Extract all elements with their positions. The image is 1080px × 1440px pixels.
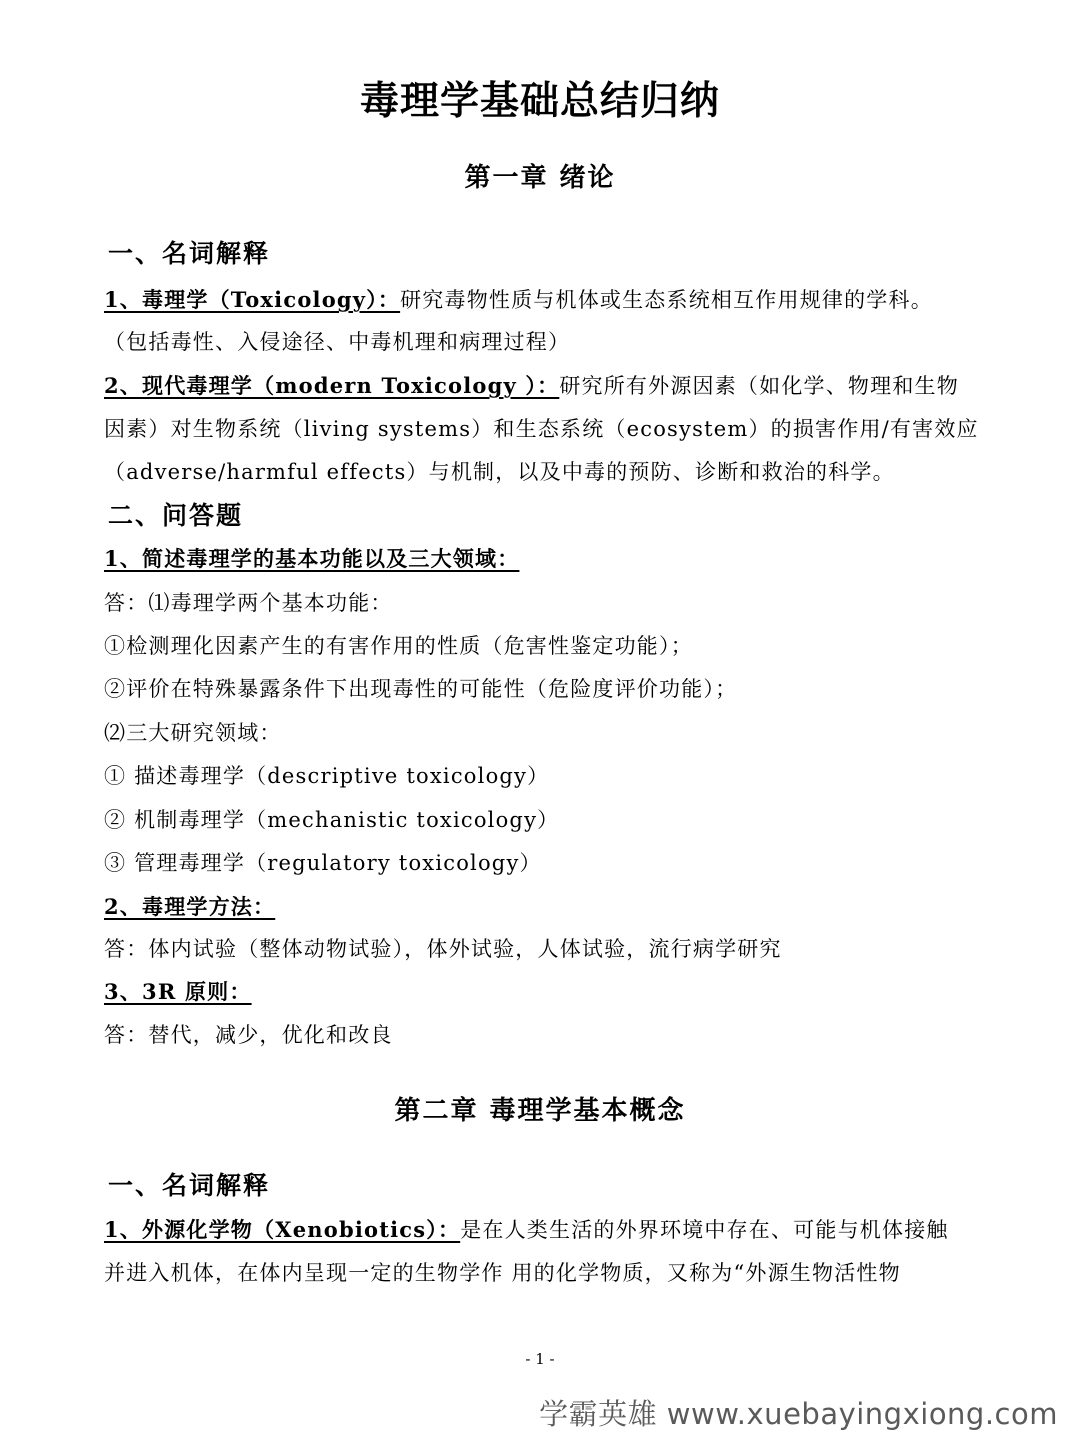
answer-line: ⑵三大研究领域： [104,721,282,745]
term-text: 研究所有外源因素（如化学、物理和生物 [559,374,959,398]
term-label: 1、外源化学物（Xenobiotics）： [104,1217,461,1242]
ch1-section-terms: 一、名词解释 [108,239,271,268]
ch1-term-1-cont: （包括毒性、入侵途径、中毒机理和病理过程） [104,330,571,354]
ch1-question-2: 2、毒理学方法： [104,894,276,919]
ch1-term-1 [104,284,933,314]
term-label: 1、毒理学（Toxicology）： [104,287,401,312]
answer-line: ①检测理化因素产生的有害作用的性质（危害性鉴定功能）； [104,634,693,658]
ch1-term-2-cont-1: 因素）对生物系统（living systems）和生态系统（ecosystem）的损害作用/有害效应 [104,417,979,441]
ch2-term-1 [104,1214,949,1244]
page-number: - 1 - [525,1350,555,1368]
chapter-2-heading: 第二章 毒理学基本概念 [394,1096,686,1126]
answer-line: ②评价在特殊暴露条件下出现毒性的可能性（危险度评价功能）； [104,677,738,701]
document-title: 毒理学基础总结归纳 [359,79,720,124]
ch2-section-terms: 一、名词解释 [108,1171,271,1200]
ch1-question-1: 1、简述毒理学的基本功能以及三大领域： [104,546,520,571]
answer-line: 答：体内试验（整体动物试验），体外试验，人体试验，流行病学研究 [104,937,782,961]
answer-line: 答：替代，减少，优化和改良 [104,1023,393,1047]
answer-line: 答：⑴毒理学两个基本功能： [104,591,393,615]
answer-line: ② 机制毒理学（mechanistic toxicology） [104,808,560,832]
term-text: 是在人类生活的外界环境中存在、可能与机体接触 [460,1218,949,1242]
ch1-question-3: 3、3R 原则： [104,979,252,1004]
ch2-term-1-cont: 并进入机体，在体内呈现一定的生物学作 用的化学物质，又称为“外源生物活性物 [104,1261,901,1285]
watermark: 学霸英雄 www.xuebayingxiong.com [539,1397,1058,1431]
ch1-section-qa: 二、问答题 [108,501,244,530]
answer-line: ③ 管理毒理学（regulatory toxicology） [104,851,542,875]
ch1-term-2-cont-2: （adverse/harmful effects）与机制，以及中毒的预防、诊断和救治的科学。 [104,460,895,484]
answer-line: ① 描述毒理学（descriptive toxicology） [104,764,550,788]
chapter-1-heading: 第一章 绪论 [464,163,616,193]
term-label: 2、现代毒理学（modern Toxicology ）： [104,373,560,398]
term-text: 研究毒物性质与机体或生态系统相互作用规律的学科。 [400,288,933,312]
ch1-term-2 [104,370,959,400]
